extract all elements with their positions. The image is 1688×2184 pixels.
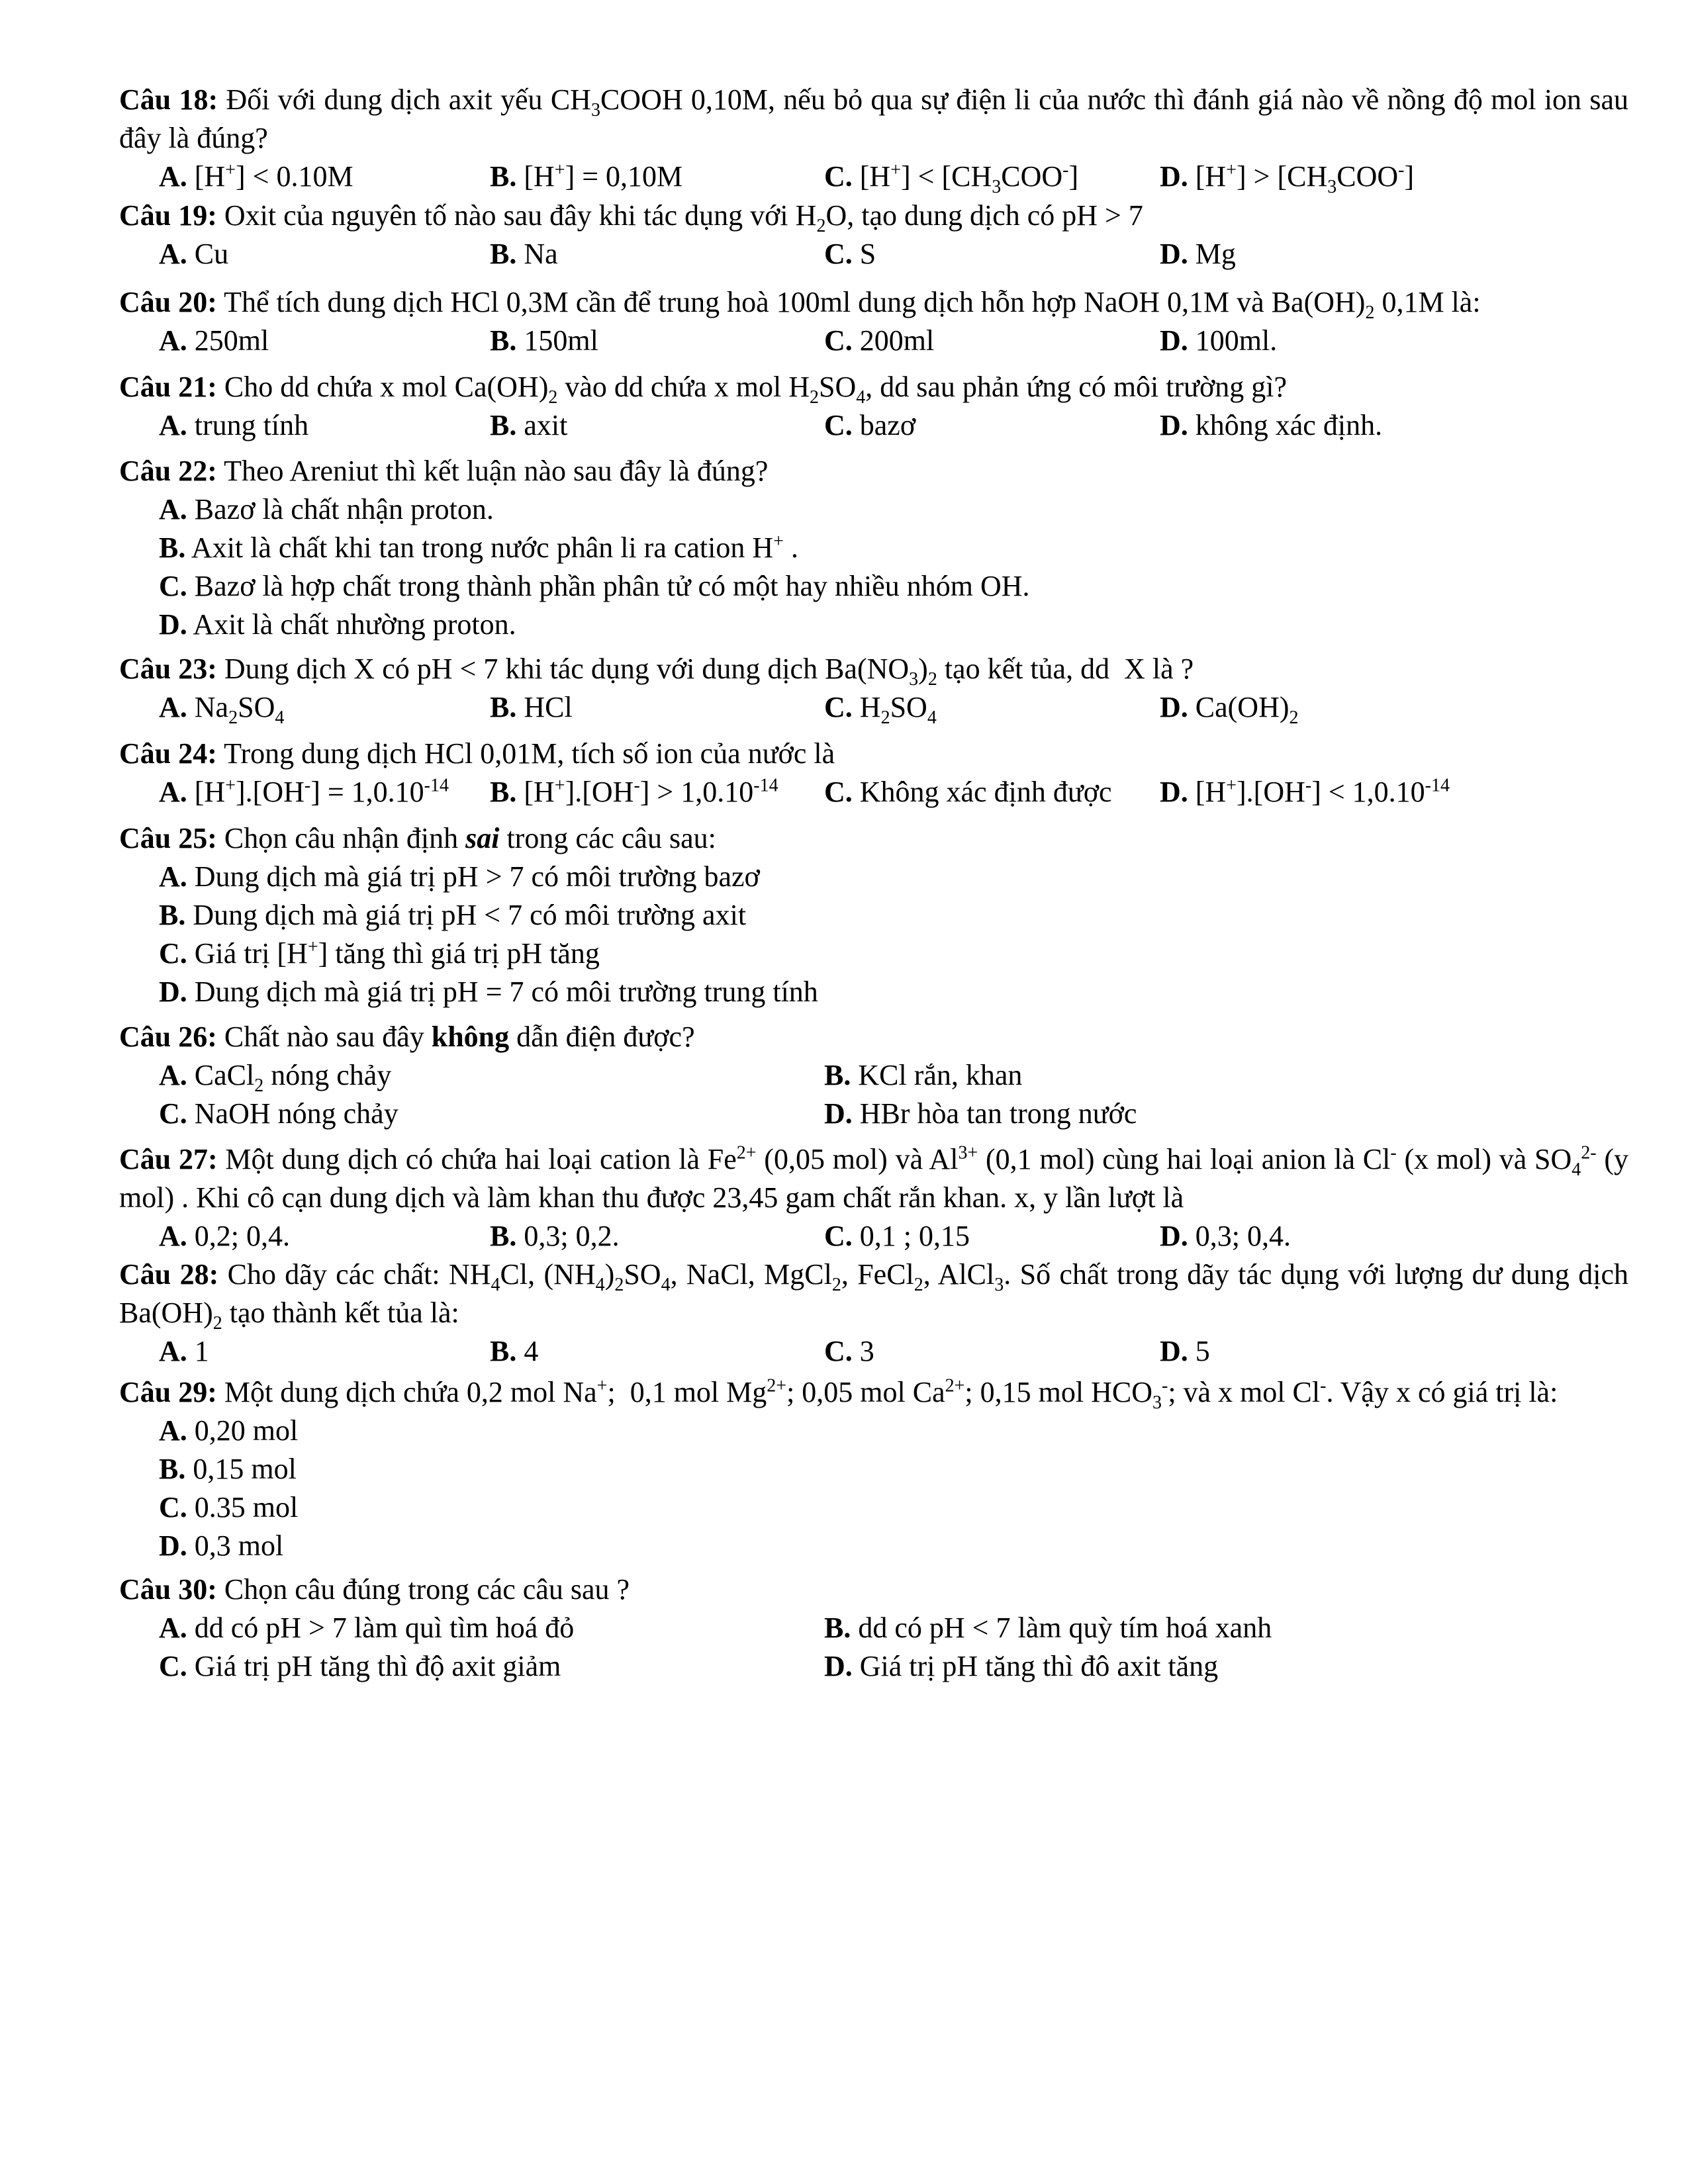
question-text: Theo Areniut thì kết luận nào sau đây là đúng? [216,455,769,487]
question-18 [119,81,1628,196]
option-text: S [852,238,876,270]
option-letter: D. [159,608,187,641]
option-letter: D. [159,976,187,1008]
options-row [119,773,1628,811]
options-line [119,606,1628,644]
option-letter: D. [1160,776,1188,808]
option-text: HBr hòa tan trong nước [852,1097,1137,1130]
option-d [1160,688,1299,727]
option-letter: A. [159,776,187,808]
options-row [119,406,1628,445]
option-letter: D. [1160,238,1188,270]
question-text: Thể tích dung dịch HCl 0,3M cần để trung hoà 100ml dung dịch hỗn hợp NaOH 0,1M và $Ba(OH)_2$ 0,1M là: [216,286,1481,323]
option-letter: D. [824,1097,853,1130]
option-text: $[H^+] < [CH_3COO^-]$ [852,159,1079,197]
question-27 [119,1140,1628,1255]
option-letter: A. [159,1220,187,1252]
option-a [159,1332,209,1371]
question-number: Câu 21: [119,371,217,403]
option-a [159,406,308,445]
question-number: Câu 26: [119,1021,217,1053]
options-line [119,973,1628,1011]
option-text: Axit là chất khi tan trong nước phân li ra cation H+ . [185,531,798,564]
option-a [159,1414,298,1447]
option-letter: B. [490,160,517,193]
option-letter: D. [1160,324,1188,357]
option-text: 0,20 mol [187,1414,299,1447]
option-text: $H_2SO_4$ [852,691,937,728]
option-c [824,158,1078,196]
option-letter: C. [824,1220,853,1252]
options-line [119,567,1628,606]
option-c [159,937,600,970]
question-number: Câu 19: [119,199,217,232]
option-letter: B. [490,776,517,808]
options-row [119,1647,1628,1686]
options-line [119,858,1628,896]
question-text: Oxit của nguyên tố nào sau đây khi tác dụng với $H_2O$, tạo dung dịch có pH > 7 [216,199,1143,236]
option-text: 150ml [516,324,598,357]
option-text: Cu [187,238,229,270]
options-line [119,896,1628,934]
option-text: $Na_2SO_4$ [187,691,285,728]
option-letter: C. [824,691,853,723]
question-stem [119,650,1628,688]
option-text: 0,1 ; 0,15 [852,1220,970,1252]
option-text: Dung dịch mà giá trị pH = 7 có môi trường trung tính [187,976,818,1008]
option-text: Axit là chất nhường proton. [187,608,516,641]
option-letter: B. [490,409,517,441]
option-text: Giá trị pH tăng thì đô axit tăng [852,1650,1219,1682]
option-text: Dung dịch mà giá trị pH < 7 có môi trường axit [185,899,747,931]
question-30 [119,1570,1628,1686]
question-stem [119,735,1628,773]
option-letter: A. [159,1059,187,1091]
option-letter: C. [824,1335,853,1367]
question-stem [119,1255,1628,1332]
option-letter: B. [490,1335,517,1367]
option-b [490,1217,620,1255]
option-d [824,1647,1218,1686]
question-text: Chọn câu đúng trong các câu sau ? [216,1573,630,1606]
option-letter: C. [159,1491,187,1524]
option-b [490,235,558,273]
question-stem [119,81,1628,158]
option-text: 0,3 mol [187,1529,284,1562]
option-letter: D. [1160,409,1188,441]
option-c [824,688,937,727]
question-number: Câu 23: [119,653,217,685]
option-text: Bazơ là chất nhận proton. [187,493,494,525]
option-text: $Ca(OH)_2$ [1188,691,1299,728]
question-25 [119,819,1628,1011]
option-letter: B. [824,1059,851,1091]
option-a [159,860,760,893]
question-text: Chất nào sau đây không dẫn điện được? [216,1021,695,1053]
option-c [159,570,1030,602]
option-b [159,1453,297,1485]
option-text: axit [516,409,568,441]
option-b [490,773,778,811]
option-letter: C. [824,324,853,357]
question-28 [119,1255,1628,1371]
option-b [159,899,746,931]
option-text: Na [516,238,558,270]
option-text: 1 [187,1335,209,1367]
question-text: Cho dd chứa x mol $Ca(OH)_2$ vào dd chứa x mol $H_2SO_4$, dd sau phản ứng có môi trường gì? [216,371,1288,408]
option-b [824,1056,1022,1095]
option-text: dd có pH > 7 làm quì tìm hoá đỏ [187,1612,575,1644]
option-text: HCl [516,691,573,723]
option-text: dd có pH < 7 làm quỳ tím hoá xanh [851,1612,1272,1644]
question-text: Một dung dịch có chứa hai loại cation là $Fe^{2+}$ (0,05 mol) và $Al^{3+}$ (0,1 mol) cùng hai loại anion là Cl- (x mol) và $SO_4^{2-}$ (y mol) . Khi cô cạn dung dịch và làm khan thu được 23,45 gam chất rắn khan. x, y lần lượt là [119,1142,1629,1214]
option-letter: C. [159,1097,187,1130]
option-d [1160,406,1382,445]
option-text: không xác định. [1188,409,1383,441]
option-a [159,1217,290,1255]
option-c [159,1647,561,1686]
option-text: 0,15 mol [185,1453,297,1485]
option-text: 0,2; 0,4. [187,1220,291,1252]
option-a [159,158,353,196]
question-number: Câu 28: [119,1258,219,1291]
option-d [1160,773,1450,811]
option-d [824,1095,1137,1133]
option-letter: D. [1160,1220,1188,1252]
option-letter: A. [159,1335,187,1367]
option-text: 0,3; 0,2. [516,1220,620,1252]
option-text: [H+] = 0,10M [516,159,683,193]
option-letter: A. [159,860,187,893]
question-24 [119,735,1628,811]
question-number: Câu 24: [119,737,217,770]
option-letter: C. [159,937,187,970]
option-letter: C. [824,238,853,270]
option-d [1160,235,1236,273]
option-letter: D. [1160,1335,1188,1367]
option-text: Giá trị pH tăng thì độ axit giảm [187,1650,561,1682]
option-d [159,976,818,1008]
option-d [159,1529,283,1562]
question-23 [119,650,1628,727]
option-a [159,688,284,727]
option-letter: A. [159,1414,187,1447]
option-text: Bazơ là hợp chất trong thành phần phân tử có một hay nhiều nhóm OH. [187,570,1030,602]
option-d [1160,158,1414,196]
question-19 [119,197,1628,273]
option-text: Không xác định được [852,776,1112,808]
option-b [490,1332,538,1371]
question-stem [119,1018,1628,1056]
question-29 [119,1373,1628,1565]
option-letter: B. [159,531,186,564]
option-text: [H+] < 0.10M [187,159,353,193]
options-row [119,1056,1628,1095]
option-text: 100ml. [1188,324,1278,357]
option-letter: D. [159,1529,187,1562]
option-c [159,1095,399,1133]
option-text: $[H^+].[OH^-] = 1,0.10^{-14}$ [187,775,449,808]
question-number: Câu 20: [119,286,217,318]
option-b [824,1609,1272,1647]
option-letter: A. [159,1612,187,1644]
option-letter: D. [1160,160,1188,193]
option-c [824,235,876,273]
option-letter: B. [490,691,517,723]
options-line [119,1488,1628,1527]
question-text: Cho dãy các chất: $NH_4Cl$, $(NH_4)_2SO_4$, NaCl, MgCl$_2$, FeCl$_2$, AlCl$_3$. Số chất trong dãy tác dụng với lượng dư dung dịch $Ba(OH)_2$ tạo thành kết tủa là: [119,1258,1628,1334]
option-text: 5 [1188,1335,1210,1367]
question-stem [119,819,1628,858]
question-number: Câu 27: [119,1143,218,1175]
option-a [159,1056,391,1095]
question-stem [119,283,1628,322]
option-b [159,531,798,564]
option-a [159,773,449,811]
question-number: Câu 30: [119,1573,217,1606]
option-letter: C. [159,1650,187,1682]
options-line [119,1412,1628,1450]
option-letter: A. [159,160,187,193]
question-22 [119,452,1628,644]
option-b [490,688,573,727]
question-26 [119,1018,1628,1133]
option-text: 0.35 mol [187,1491,299,1524]
question-stem [119,452,1628,490]
option-a [159,322,269,360]
options-line [119,529,1628,567]
question-stem [119,1140,1628,1217]
options-line [119,934,1628,973]
question-stem [119,1570,1628,1609]
options-row [119,158,1628,196]
option-d [1160,322,1277,360]
question-text: Một dung dịch chứa 0,2 mol Na+; 0,1 mol $Mg^{2+}$; 0,05 mol $Ca^{2+}$; 0,15 mol $HCO_3^-$; và x mol Cl-. Vậy x có giá trị là: [216,1375,1558,1413]
option-b [490,322,598,360]
option-letter: C. [824,160,853,193]
options-row [119,1217,1628,1255]
option-letter: A. [159,691,187,723]
option-text: $[H^+].[OH^-] > 1,0.10^{-14}$ [516,775,778,808]
option-a [159,1609,574,1647]
options-line [119,1527,1628,1565]
option-text: Dung dịch mà giá trị pH > 7 có môi trường bazơ [187,860,760,893]
option-c [824,406,915,445]
option-b [490,406,567,445]
question-text: Dung dịch X có pH < 7 khi tác dụng với dung dịch $Ba(NO_3)_2$ tạo kết tủa, dd X là ? [216,653,1194,690]
option-d [1160,1217,1291,1255]
option-letter: B. [824,1612,851,1644]
option-letter: B. [490,238,517,270]
option-c [824,1332,874,1371]
question-text: Trong dung dịch HCl 0,01M, tích số ion của nước là [216,737,835,770]
options-row [119,688,1628,727]
option-letter: B. [490,324,517,357]
question-stem [119,1373,1628,1412]
option-b [490,158,682,196]
option-letter: C. [159,570,187,602]
option-text: CaCl$_2$ nóng chảy [187,1059,392,1096]
question-number: Câu 25: [119,822,217,854]
question-number: Câu 22: [119,455,217,487]
option-text: 3 [852,1335,874,1367]
option-d [1160,1332,1210,1371]
options-row [119,322,1628,360]
options-row [119,1609,1628,1647]
option-c [824,773,1111,811]
question-text: Chọn câu nhận định sai trong các câu sau: [216,822,716,854]
option-letter: A. [159,324,187,357]
option-text: bazơ [852,409,916,441]
option-text: $[H^+].[OH^-] < 1,0.10^{-14}$ [1188,775,1450,808]
option-c [824,1217,970,1255]
question-number: Câu 18: [119,83,218,116]
option-text: 0,3; 0,4. [1188,1220,1291,1252]
option-text: KCl rắn, khan [851,1059,1023,1091]
question-stem [119,197,1628,235]
options-line [119,1450,1628,1488]
option-text: 200ml [852,324,935,357]
options-row [119,1095,1628,1133]
option-letter: B. [159,1453,186,1485]
option-letter: B. [159,899,186,931]
option-letter: C. [824,409,853,441]
option-letter: A. [159,409,187,441]
option-letter: A. [159,238,187,270]
option-d [159,608,516,641]
option-text: 250ml [187,324,269,357]
option-letter: D. [824,1650,853,1682]
question-20 [119,283,1628,360]
option-text: NaOH nóng chảy [187,1097,399,1130]
option-a [159,493,494,525]
option-text: $[H^+] > [CH_3COO^-]$ [1188,159,1415,197]
options-line [119,490,1628,529]
question-21 [119,368,1628,445]
option-text: trung tính [187,409,309,441]
option-text: Mg [1188,238,1236,270]
options-row [119,235,1628,273]
option-c [159,1491,298,1524]
question-number: Câu 29: [119,1376,217,1408]
options-row [119,1332,1628,1371]
question-text: Đối với dung dịch axit yếu $CH_3COOH$ 0,10M, nếu bỏ qua sự điện li của nước thì đánh giá nào về nồng độ mol ion sau đây là đúng? [119,83,1628,154]
option-a [159,235,228,273]
option-letter: C. [824,776,853,808]
option-text: 4 [516,1335,539,1367]
option-letter: D. [1160,691,1188,723]
question-stem [119,368,1628,406]
option-letter: A. [159,493,187,525]
option-c [824,322,934,360]
option-text: Giá trị [H+] tăng thì giá trị pH tăng [187,936,600,970]
option-letter: B. [490,1220,517,1252]
